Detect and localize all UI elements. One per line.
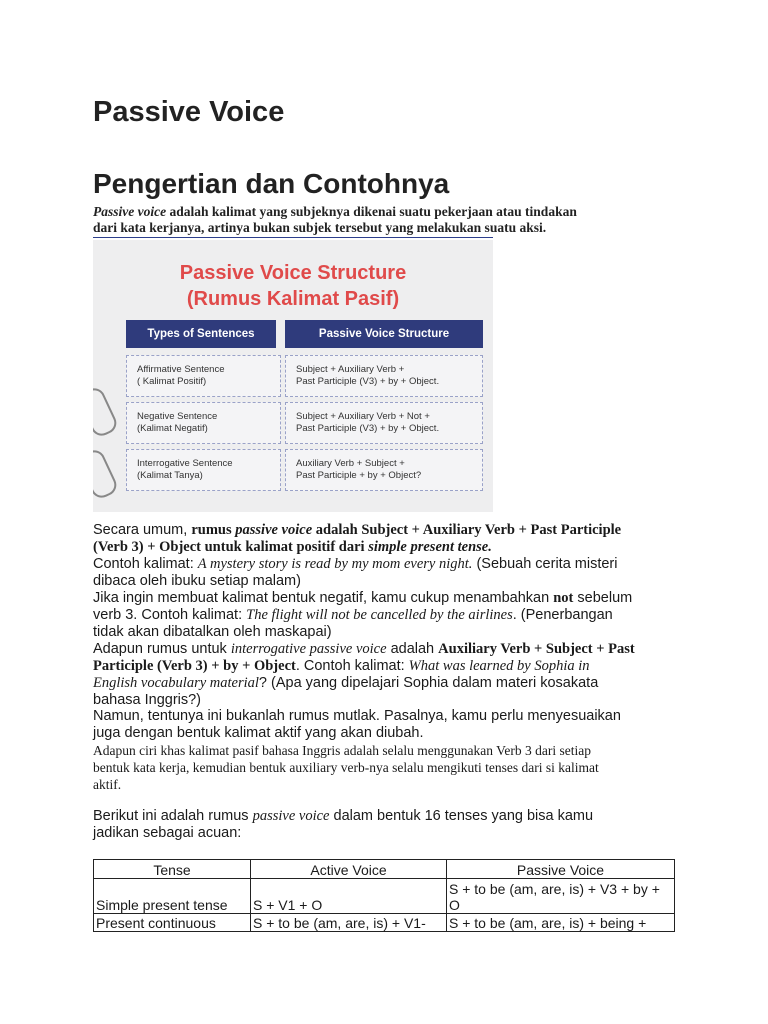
text-run: Adapun rumus untuk: [93, 641, 231, 657]
table-cell: S + to be (am, are, is) + being +: [447, 914, 675, 932]
page-subtitle: Pengertian dan Contohnya: [93, 168, 450, 199]
body-line: [93, 658, 683, 675]
table-header-tense: Tense: [94, 860, 251, 879]
text-run: . Contoh kalimat:: [295, 658, 409, 674]
tenses-table: [93, 859, 675, 932]
table-cell: Simple present tense: [94, 879, 251, 914]
structure-line: Past Participle + by + Object?: [296, 470, 422, 481]
body-line: [93, 641, 683, 658]
structure-line: Subject + Auxiliary Verb +: [296, 364, 405, 375]
structure-line: Past Participle (V3) + by + Object.: [296, 376, 440, 387]
table-cell: Present continuous: [94, 914, 251, 932]
text-run: Participle (Verb 3) + by + Object: [93, 658, 296, 674]
table-row: [94, 879, 675, 914]
infographic-structure-cell: [285, 355, 483, 397]
text-run: (Sebuah cerita misteri: [472, 556, 618, 572]
text-run: jadikan sebagai acuan:: [93, 825, 242, 841]
body-line: [93, 590, 683, 607]
infographic-subtitle: (Rumus Kalimat Pasif): [186, 288, 400, 310]
text-run: dibaca oleh ibuku setiap malam): [93, 573, 301, 589]
infographic-type-cell: [126, 449, 281, 491]
table-header-active: Active Voice: [251, 860, 447, 879]
body-line: [93, 675, 683, 692]
body-line: [93, 522, 683, 539]
text-run: Contoh kalimat:: [93, 556, 198, 572]
text-run: interrogative passive voice: [230, 641, 387, 657]
body-line: [93, 607, 683, 624]
type-label-id: (Kalimat Tanya): [137, 470, 203, 481]
body-line: [93, 708, 683, 725]
type-label-id: (Kalimat Negatif): [137, 423, 208, 434]
structure-line: Subject + Auxiliary Verb + Not +: [296, 411, 430, 422]
text-run: What was learned by Sophia in: [408, 658, 590, 674]
text-run: not: [553, 590, 574, 606]
text-run: . (Penerbangan: [512, 607, 613, 623]
type-label: Interrogative Sentence: [137, 458, 233, 469]
table-header-passive: Passive Voice: [447, 860, 675, 879]
body-line: [93, 624, 683, 641]
intro-term: Passive voice: [93, 204, 167, 219]
intro-line-1: [93, 204, 678, 220]
infographic-header-types: Types of Sentences: [126, 320, 276, 348]
text-run: Jika ingin membuat kalimat bentuk negatif, kamu cukup menambahkan: [93, 590, 554, 606]
table-cell: S + to be (am, are, is) + V3 + by + O: [447, 879, 675, 914]
body-line: [93, 808, 683, 825]
type-label-id: ( Kalimat Positif): [137, 376, 207, 387]
infographic-type-cell: [126, 355, 281, 397]
intro-line-2: dari kata kerjanya, artinya bukan subjek tersebut yang melakukan suatu aksi.: [93, 220, 547, 235]
body-line: [93, 692, 683, 709]
passive-voice-infographic: [93, 240, 493, 512]
text-run: adalah Subject + Auxiliary Verb + Past Participle: [312, 522, 622, 538]
intro-paragraph: [93, 204, 678, 236]
infographic-structure-cell: [285, 402, 483, 444]
table-cell: S + V1 + O: [251, 879, 447, 914]
body-line: [93, 556, 683, 573]
text-run: verb 3. Contoh kalimat:: [93, 607, 247, 623]
body-line: aktif.: [93, 777, 122, 792]
text-run: Secara umum,: [93, 522, 192, 538]
text-run: English vocabulary material: [93, 675, 259, 691]
text-run: passive voice: [235, 522, 313, 538]
infographic-structure-cell: [285, 449, 483, 491]
table-cell: S + to be (am, are, is) + V1-: [251, 914, 447, 932]
body-line: Adapun ciri khas kalimat pasif bahasa Inggris adalah selalu menggunakan Verb 3 dari setiap: [93, 743, 591, 758]
structure-line: Past Participle (V3) + by + Object.: [296, 423, 440, 434]
text-run: tidak akan dibatalkan oleh maskapai): [93, 624, 332, 640]
text-run: adalah: [386, 641, 439, 657]
table-header-row: [94, 860, 675, 879]
infographic-header-structure: Passive Voice Structure: [285, 320, 483, 348]
text-run: A mystery story is read by my mom every night.: [197, 556, 473, 572]
text-run: ? (Apa yang dipelajari Sophia dalam materi kosakata: [258, 675, 599, 691]
text-run: Auxiliary Verb + Subject + Past: [438, 641, 635, 657]
text-run: The flight will not be cancelled by the airlines: [246, 607, 513, 623]
text-run: dalam bentuk 16 tenses yang bisa kamu: [329, 808, 594, 824]
intro-line-1-rest: adalah kalimat yang subjeknya dikenai suatu pekerjaan atau tindakan: [166, 204, 577, 219]
text-run: bahasa Inggris?): [93, 692, 202, 708]
text-run: passive voice: [252, 808, 330, 824]
type-label: Affirmative Sentence: [137, 364, 225, 375]
text-run: (Verb 3) + Object untuk kalimat positif dari: [93, 539, 369, 555]
text-run: Berikut ini adalah rumus: [93, 808, 253, 824]
text-run: simple present tense.: [368, 539, 492, 555]
body-line: [93, 725, 683, 742]
table-row: [94, 914, 675, 932]
text-run: rumus: [191, 522, 236, 538]
page-title: Passive Voice: [93, 96, 285, 128]
body-line: [93, 539, 683, 556]
text-run: Namun, tentunya ini bukanlah rumus mutlak. Pasalnya, kamu perlu menyesuaikan: [93, 708, 621, 724]
infographic-title: Passive Voice Structure: [179, 262, 407, 284]
body-line: [93, 573, 683, 590]
intro-underline: [93, 237, 493, 238]
body-line: bentuk kata kerja, kemudian bentuk auxiliary verb-nya selalu mengikuti tenses dari si kalimat: [93, 760, 599, 775]
text-run: sebelum: [573, 590, 633, 606]
paperclip-icon: [93, 385, 120, 439]
infographic-type-cell: [126, 402, 281, 444]
body-line: [93, 825, 683, 842]
structure-line: Auxiliary Verb + Subject +: [296, 458, 405, 469]
text-run: juga dengan bentuk kalimat aktif yang akan diubah.: [93, 725, 424, 741]
type-label: Negative Sentence: [137, 411, 218, 422]
paperclip-icon: [93, 447, 120, 501]
